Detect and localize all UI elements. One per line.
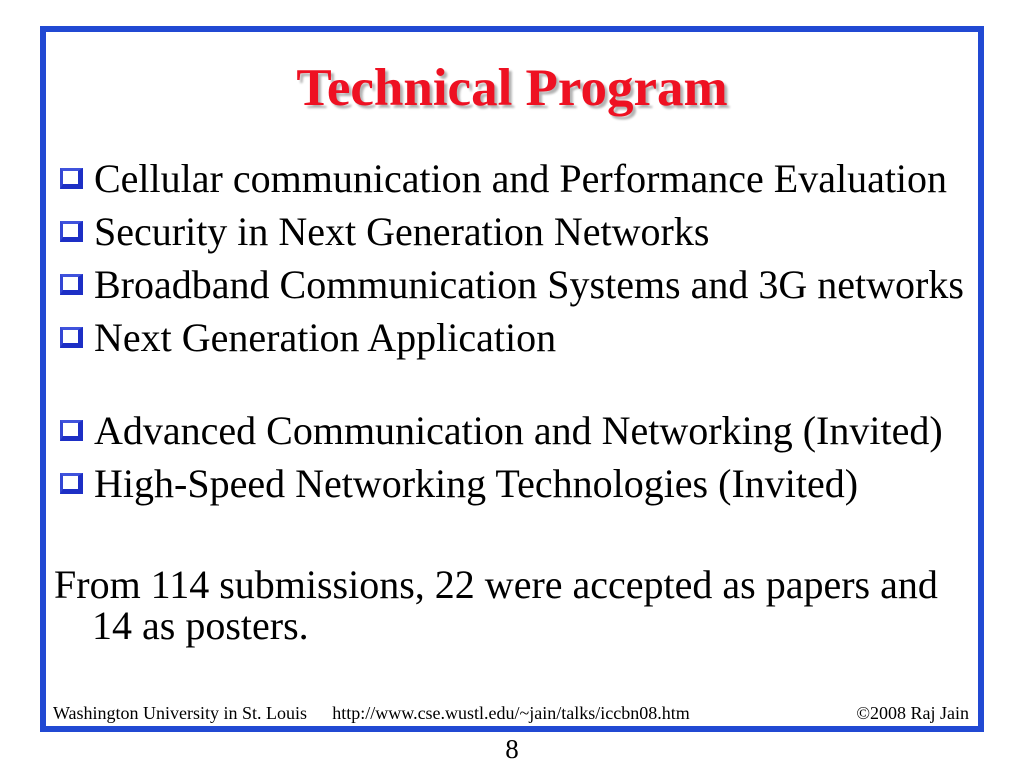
footer-copyright: ©2008 Raj Jain [856,703,969,723]
slide-frame [40,26,984,732]
square-bullet-icon [60,221,83,242]
square-bullet-icon [60,274,83,295]
square-bullet-icon [60,473,83,494]
bullet-item [54,457,972,510]
slide-footer [46,703,978,726]
page-number: 8 [505,734,519,764]
bullet-text: Advanced Communication and Networking (Invited) [94,408,943,453]
square-bullet-icon [60,168,83,189]
bullet-item [54,258,972,311]
bullet-text: Security in Next Generation Networks [94,209,710,254]
summary-line-1: From 114 submissions, 22 were accepted as papers and [54,562,938,607]
slide-body [54,152,972,646]
bullet-text: High-Speed Networking Technologies (Invited) [94,461,859,506]
group-spacer [54,364,972,404]
footer-affiliation: Washington University in St. Louis [53,703,308,723]
square-bullet-icon [60,420,83,441]
summary-line-2: 14 as posters. [92,603,309,648]
bullet-text: Next Generation Application [94,315,557,360]
footer-url: http://www.cse.wustl.edu/~jain/talks/iccbn08.htm [332,703,690,723]
summary-paragraph [54,564,972,646]
slide-title: Technical Program [296,59,728,117]
bullet-item [54,205,972,258]
bullet-item [54,152,972,205]
group-spacer [54,510,972,564]
bullet-text: Broadband Communication Systems and 3G networks [94,262,964,307]
square-bullet-icon [60,327,83,348]
bullet-text: Cellular communication and Performance Evaluation [94,156,948,201]
bullet-item [54,404,972,457]
bullet-item [54,311,972,364]
